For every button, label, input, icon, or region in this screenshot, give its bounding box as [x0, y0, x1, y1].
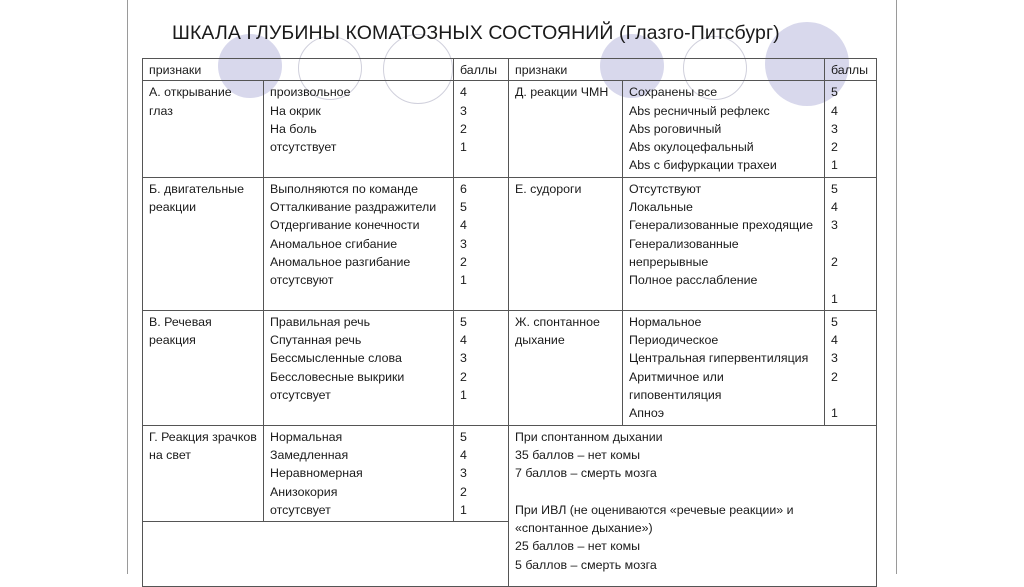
- score-value: 1: [460, 502, 467, 517]
- response-item: Аномальное разгибание: [270, 254, 411, 269]
- score-value: 2: [831, 369, 838, 384]
- score-value: 5: [460, 314, 467, 329]
- score-value: 5: [831, 181, 838, 196]
- score-value: 3: [831, 121, 838, 136]
- response-item: Бессмысленные слова: [270, 351, 402, 366]
- response-item: Отталкивание раздражители: [270, 200, 437, 215]
- score-value: 2: [831, 254, 838, 269]
- score-value: 5: [460, 429, 467, 444]
- table-row: [143, 310, 877, 425]
- response-item: Нормальная: [270, 429, 343, 444]
- response-item: На окрик: [270, 103, 321, 118]
- summary-spontaneous-line: 7 баллов – смерть мозга: [515, 466, 657, 481]
- table-row: [143, 177, 877, 310]
- response-item: Спутанная речь: [270, 333, 362, 348]
- summary-spontaneous-title: При спонтанном дыхании: [515, 429, 663, 444]
- response-item: Бессловесные выкрики: [270, 369, 405, 384]
- empty-cell: [143, 522, 509, 587]
- score-list: [454, 177, 509, 310]
- score-value: 4: [460, 333, 467, 348]
- frame-right-border: [896, 0, 897, 574]
- score-value: 5: [831, 85, 838, 100]
- score-list: [454, 310, 509, 425]
- response-item: отсутствует: [270, 140, 337, 155]
- score-list: [454, 425, 509, 521]
- score-value: 2: [460, 121, 467, 136]
- response-item: Выполняются по команде: [270, 181, 419, 196]
- score-value: 1: [831, 291, 838, 306]
- score-value: 1: [460, 388, 467, 403]
- response-item: Аномальное сгибание: [270, 236, 398, 251]
- score-value: 4: [460, 447, 467, 462]
- header-score: баллы: [454, 59, 509, 81]
- response-list: [264, 177, 454, 310]
- score-value: 2: [831, 140, 838, 155]
- table-header-row: [143, 59, 877, 81]
- score-value: 2: [460, 484, 467, 499]
- response-list: [264, 81, 454, 177]
- criterion-label: Ж. спонтанное дыхание: [509, 310, 623, 425]
- response-item: Апноэ: [629, 406, 665, 421]
- score-value: 5: [831, 314, 838, 329]
- response-item: Abs роговичный: [629, 121, 722, 136]
- score-list: [825, 310, 877, 425]
- response-item: Неравномерная: [270, 466, 363, 481]
- response-item: отсутсвует: [270, 502, 331, 517]
- coma-scale-table: [142, 58, 877, 587]
- score-list: [825, 81, 877, 177]
- score-value: 1: [831, 158, 838, 173]
- score-value: 4: [831, 103, 838, 118]
- page-title: ШКАЛА ГЛУБИНЫ КОМАТОЗНЫХ СОСТОЯНИЙ (Глазго-Питсбург): [172, 22, 780, 44]
- score-value: 5: [460, 200, 467, 215]
- score-value: 3: [831, 218, 838, 233]
- response-item: отсутсвуют: [270, 273, 334, 288]
- response-item: Сохранены все: [629, 85, 718, 100]
- response-item: На боль: [270, 121, 317, 136]
- score-list: [454, 81, 509, 177]
- score-value: 3: [831, 351, 838, 366]
- score-value: 3: [460, 103, 467, 118]
- header-score: баллы: [825, 59, 877, 81]
- response-item: произвольное: [270, 85, 351, 100]
- summary-ventilation-line: 25 баллов – нет комы: [515, 539, 641, 554]
- response-list: [623, 177, 825, 310]
- score-list: [825, 177, 877, 310]
- score-value: 1: [460, 140, 467, 155]
- response-item: Локальные: [629, 200, 693, 215]
- response-item: Отсутствуют: [629, 181, 702, 196]
- score-value: 4: [460, 218, 467, 233]
- response-item: Правильная речь: [270, 314, 371, 329]
- response-item: Отдергивание конечности: [270, 218, 420, 233]
- criterion-label: Б. двигательные реакции: [143, 177, 264, 310]
- response-item: Генерализованные преходящие: [629, 218, 813, 233]
- response-item: Полное расслабление: [629, 273, 758, 288]
- response-list: [623, 310, 825, 425]
- score-value: 4: [831, 333, 838, 348]
- score-value: 4: [460, 85, 467, 100]
- summary-ventilation-line: 5 баллов – смерть мозга: [515, 557, 657, 572]
- response-item: отсутсвует: [270, 388, 331, 403]
- score-value: 3: [460, 351, 467, 366]
- table-row: [143, 425, 877, 521]
- scoring-summary-note: [509, 425, 877, 586]
- criterion-label: Е. судороги: [509, 177, 623, 310]
- criterion-label: Д. реакции ЧМН: [509, 81, 623, 177]
- criterion-label: В. Речевая реакция: [143, 310, 264, 425]
- score-value: 2: [460, 254, 467, 269]
- score-value: 4: [831, 200, 838, 215]
- score-value: 1: [831, 406, 838, 421]
- response-item: Abs ресничный рефлекс: [629, 103, 770, 118]
- score-value: 2: [460, 369, 467, 384]
- score-value: 1: [460, 273, 467, 288]
- response-item: Периодическое: [629, 333, 719, 348]
- response-item: Центральная гипервентиляция: [629, 351, 809, 366]
- table-row: [143, 81, 877, 177]
- response-item: Генерализованные непрерывные: [629, 236, 739, 269]
- header-sign: признаки: [143, 59, 454, 81]
- criterion-label: Г. Реакция зрачков на свет: [143, 425, 264, 521]
- summary-spontaneous-line: 35 баллов – нет комы: [515, 447, 641, 462]
- response-list: [264, 310, 454, 425]
- frame-left-border: [127, 0, 128, 574]
- response-list: [264, 425, 454, 521]
- response-list: [623, 81, 825, 177]
- response-item: Анизокория: [270, 484, 338, 499]
- response-item: Нормальное: [629, 314, 702, 329]
- header-sign: признаки: [509, 59, 825, 81]
- response-item: Замедленная: [270, 447, 349, 462]
- response-item: Аритмичное или гиповентиляция: [629, 369, 724, 403]
- score-value: 3: [460, 236, 467, 251]
- criterion-label: А. открывание глаз: [143, 81, 264, 177]
- response-item: Abs с бифуркации трахеи: [629, 158, 777, 173]
- score-value: 3: [460, 466, 467, 481]
- response-item: Abs окулоцефальный: [629, 140, 754, 155]
- score-value: 6: [460, 181, 467, 196]
- summary-ventilation-title: При ИВЛ (не оцениваются «речевые реакции» и «спонтанное дыхание»): [515, 502, 794, 536]
